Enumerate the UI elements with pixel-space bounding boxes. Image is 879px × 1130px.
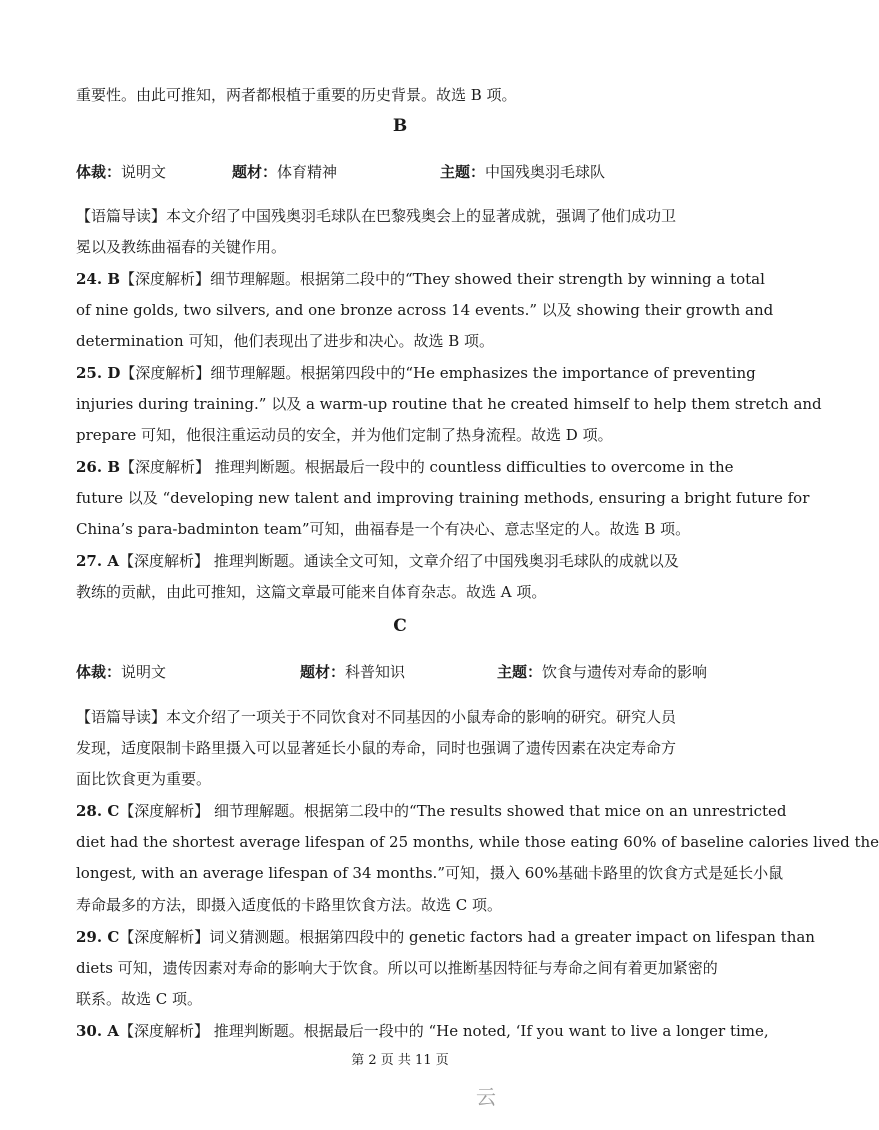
page-number-footer: 第 2 页 共 11 页: [351, 1053, 449, 1068]
answer-number: 24. B: [76, 270, 120, 288]
answer-27: [76, 550, 726, 572]
answer-number: 25. D: [76, 364, 121, 382]
answer-text: 【深度解析】 推理判断题。根据最后一段中的 “He noted, ‘If you want to live a longer time,: [118, 1022, 769, 1040]
genre-value: 说明文: [121, 663, 167, 681]
text-line: diets 可知，遗传因素对寿命的影响大于饮食。所以可以推断基因特征与寿命之间有着更加紧密的: [76, 959, 718, 977]
genre-label: 体裁：: [76, 663, 122, 681]
text-line: determination 可知，他们表现出了进步和决心。故选 B 项。: [76, 332, 495, 350]
theme-value: 饮食与遗传对寿命的影响: [542, 663, 708, 681]
theme-value: 中国残奥羽毛球队: [485, 163, 606, 181]
topic-label: 题材：: [232, 163, 278, 181]
section-heading-b: B: [392, 116, 408, 136]
answer-text: 【深度解析】 细节理解题。根据第二段中的“The results showed that mice on an unrestricted: [119, 802, 787, 820]
passage-intro: 【语篇导读】本文介绍了一项关于不同饮食对不同基因的小鼠寿命的影响的研究。研究人员: [76, 708, 677, 726]
answer-text: 【深度解析】细节理解题。根据第四段中的“He emphasizes the importance of preventing: [120, 364, 756, 382]
text-line: 教练的贡献，由此可推知，这篇文章最可能来自体育杂志。故选 A 项。: [76, 583, 547, 601]
answer-26: [76, 456, 734, 478]
section-heading-c: C: [393, 616, 407, 636]
text-line: prepare 可知，他很注重运动员的安全，并为他们定制了热身流程。故选 D 项。: [76, 426, 613, 444]
theme-label: 主题：: [497, 663, 543, 681]
topic-value: 体育精神: [277, 163, 338, 181]
passage-intro: 面比饮食更为重要。: [76, 770, 212, 788]
text-line: injuries during training.” 以及 a warm-up routine that he created himself to help them stretch and: [76, 395, 822, 413]
text-line: China’s para-badminton team”可知，曲福春是一个有决心、意志坚定的人。故选 B 项。: [76, 520, 691, 538]
answer-number: 28. C: [76, 802, 120, 820]
answer-number: 27. A: [76, 552, 119, 570]
text-line: diet had the shortest average lifespan of 25 months, while those eating 60% of baseline calories lived the: [76, 833, 879, 851]
answer-24: [76, 268, 765, 290]
answer-25: [76, 362, 756, 384]
answer-28: [76, 800, 787, 822]
passage-intro: 【语篇导读】本文介绍了中国残奥羽毛球队在巴黎残奥会上的显著成就，强调了他们成功卫: [76, 207, 677, 225]
text-line: 重要性。由此可推知，两者都根植于重要的历史背景。故选 B 项。: [76, 86, 517, 104]
passage-intro: 冕以及教练曲福春的关键作用。: [76, 238, 287, 256]
answer-number: 30. A: [76, 1022, 119, 1040]
theme-label: 主题：: [440, 163, 486, 181]
answer-number: 26. B: [76, 458, 120, 476]
answer-text: 【深度解析】细节理解题。根据第二段中的“They showed their strength by winning a total: [120, 270, 765, 288]
answer-text: 【深度解析】词义猜测题。根据第四段中的 genetic factors had a greater impact on lifespan than: [119, 928, 815, 946]
answer-text: 【深度解析】 推理判断题。通读全文可知，文章介绍了中国残奥羽毛球队的成就以及: [118, 552, 679, 570]
corner-mark: 云: [476, 1085, 496, 1109]
text-line: longest, with an average lifespan of 34 months.”可知，摄入 60%基础卡路里的饮食方式是延长小鼠: [76, 864, 784, 882]
genre-label: 体裁：: [76, 163, 122, 181]
genre-value: 说明文: [121, 163, 167, 181]
text-line: future 以及 “developing new talent and improving training methods, ensuring a bright future for: [76, 489, 810, 507]
answer-text: 【深度解析】 推理判断题。根据最后一段中的 countless difficulties to overcome in the: [120, 458, 734, 476]
answer-30: [76, 1020, 769, 1042]
text-line: 联系。故选 C 项。: [76, 990, 203, 1008]
text-line: 寿命最多的方法，即摄入适度低的卡路里饮食方法。故选 C 项。: [76, 896, 503, 914]
topic-label: 题材：: [300, 663, 346, 681]
answer-number: 29. C: [76, 928, 120, 946]
topic-value: 科普知识: [345, 663, 406, 681]
text-line: of nine golds, two silvers, and one bronze across 14 events.” 以及 showing their growth and: [76, 301, 774, 319]
answer-29: [76, 926, 815, 948]
passage-intro: 发现，适度限制卡路里摄入可以显著延长小鼠的寿命，同时也强调了遗传因素在决定寿命方: [76, 739, 677, 757]
